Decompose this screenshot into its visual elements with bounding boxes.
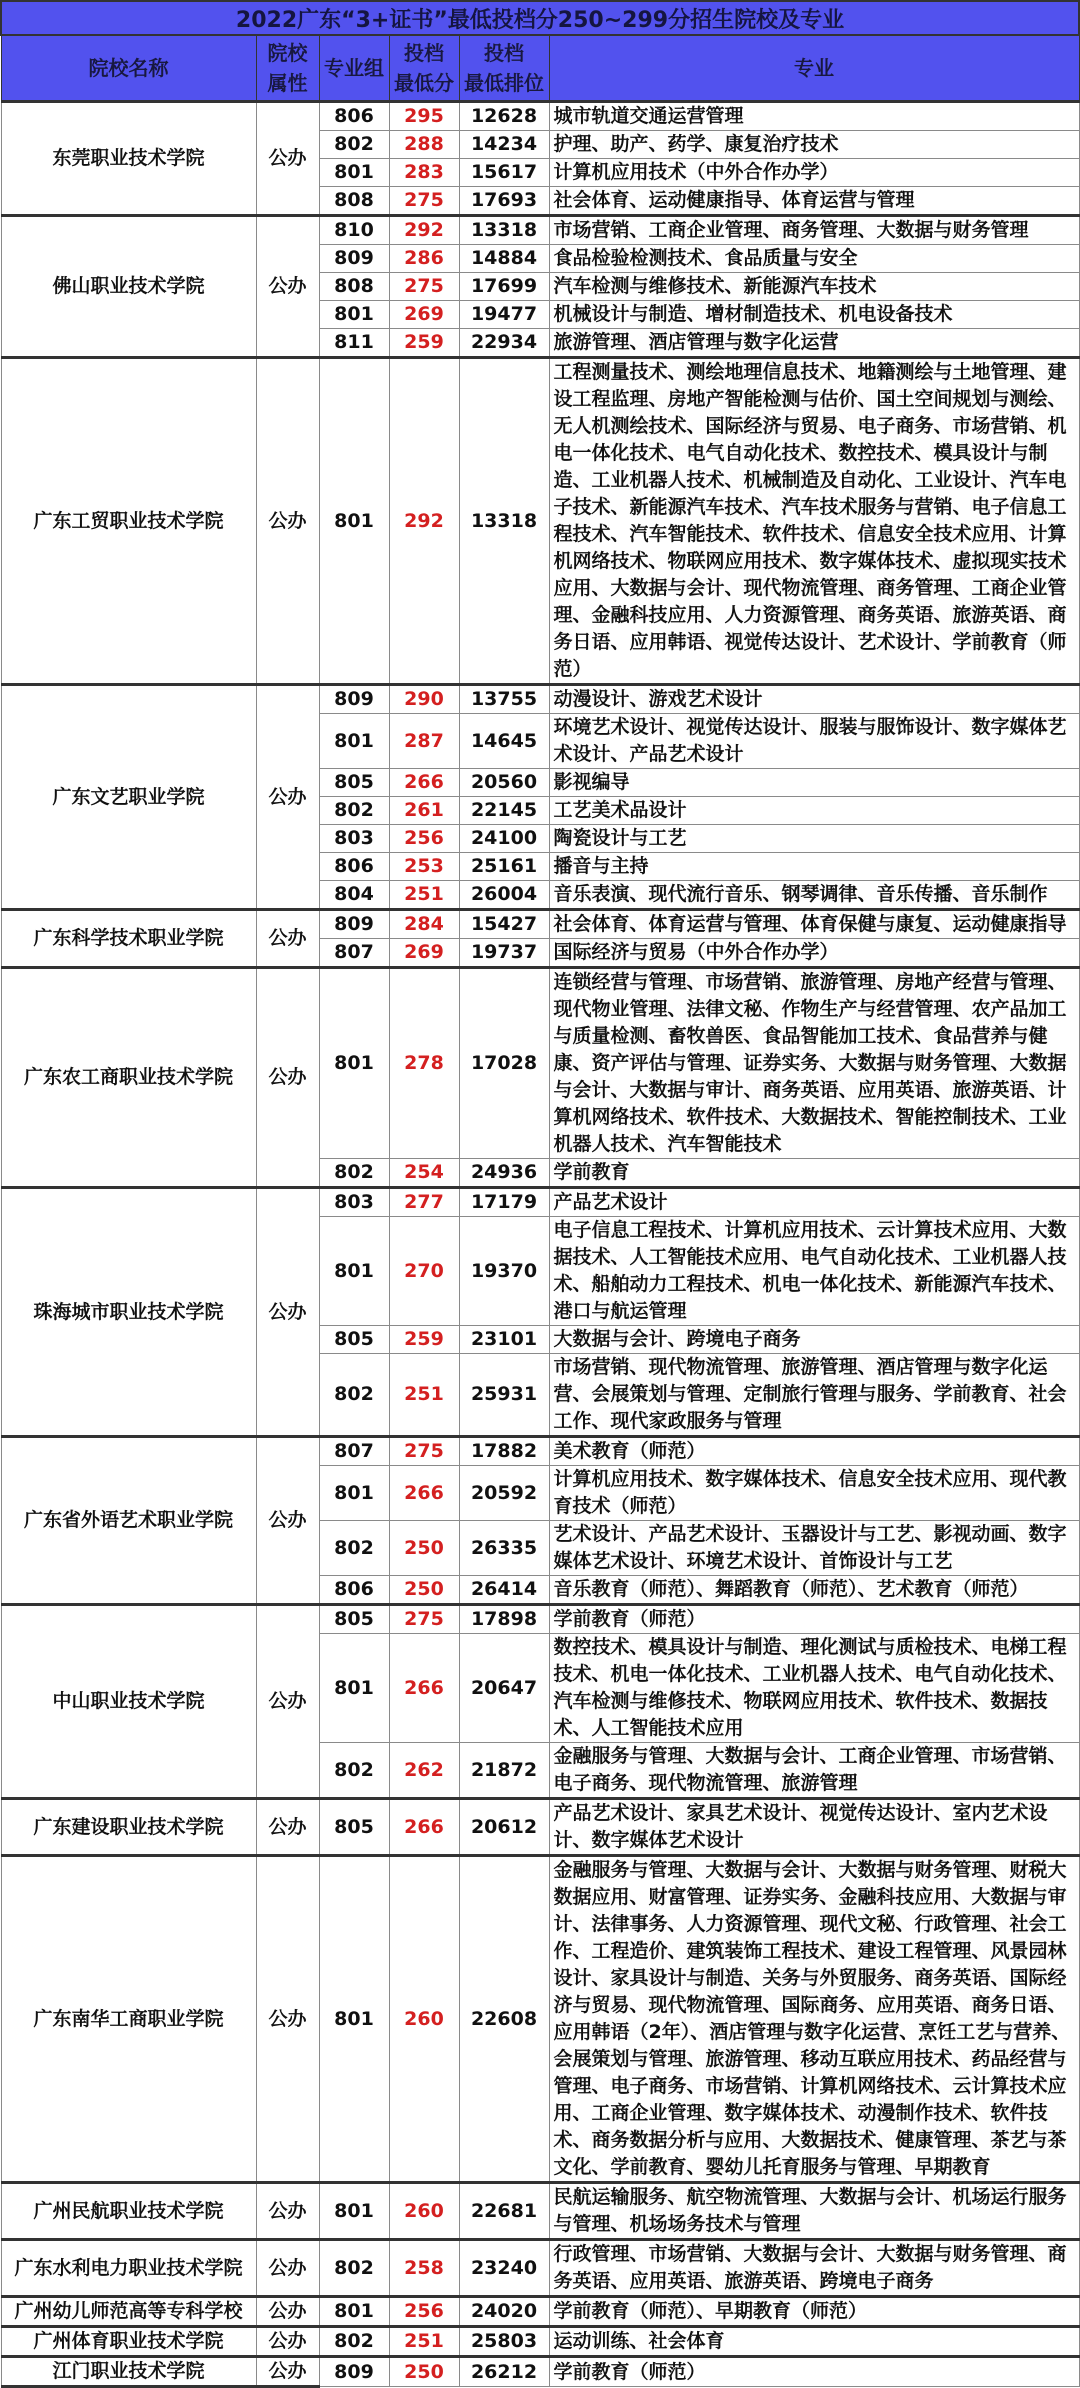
major-group: 801 [319,358,389,685]
table-row [1,102,1079,131]
majors-list: 学前教育（师范） [549,2357,1079,2387]
table-row [1,2297,1079,2327]
majors-list: 播音与主持 [549,853,1079,881]
min-score: 250 [389,1576,459,1605]
major-group: 803 [319,1188,389,1217]
header-school: 院校名称 [1,35,256,102]
min-rank: 13318 [459,216,549,245]
min-rank: 25161 [459,853,549,881]
min-score: 258 [389,2240,459,2297]
major-group: 801 [319,301,389,329]
header-type [256,35,319,102]
min-rank: 14884 [459,245,549,273]
majors-list: 社会体育、体育运营与管理、体育保健与康复、运动健康指导 [549,910,1079,939]
min-rank: 17898 [459,1605,549,1634]
major-group: 802 [319,1159,389,1188]
majors-list: 音乐教育（师范）、舞蹈教育（师范）、艺术教育（师范） [549,1576,1079,1605]
min-rank: 13755 [459,685,549,714]
min-score: 256 [389,2297,459,2327]
majors-list: 工程测量技术、测绘地理信息技术、地籍测绘与土地管理、建设工程监理、房地产智能检测与估价、国土空间规划与测绘、无人机测绘技术、国际经济与贸易、电子商务、市场营销、机电一体化技术、电气自动化技术、数控技术、模具设计与制造、工业机器人技术、机械制造及自动化、工业设计、汽车电子技术、新能源汽车技术、汽车技术服务与营销、电子信息工程技术、汽车智能技术、软件技术、信息安全技术应用、计算机网络技术、物联网应用技术、数字媒体技术、虚拟现实技术应用、大数据与会计、现代物流管理、商务管理、工商企业管理、金融科技应用、人力资源管理、商务英语、旅游英语、商务日语、应用韩语、视觉传达设计、艺术设计、学前教育（师范） [549,358,1079,685]
school-name: 广东建设职业技术学院 [1,1799,256,1856]
header-score-line1: 投档 [404,41,444,65]
table-row [1,2240,1079,2297]
min-rank: 19477 [459,301,549,329]
school-name: 广东农工商职业技术学院 [1,968,256,1188]
min-score: 286 [389,245,459,273]
min-rank: 20647 [459,1634,549,1743]
school-name: 东莞职业技术学院 [1,102,256,216]
header-score [389,35,459,102]
min-rank: 20612 [459,1799,549,1856]
majors-list: 陶瓷设计与工艺 [549,825,1079,853]
school-type: 公办 [256,685,319,910]
major-group: 801 [319,1466,389,1521]
majors-list: 护理、助产、药学、康复治疗技术 [549,131,1079,159]
school-type: 公办 [256,1605,319,1799]
min-rank: 22608 [459,1856,549,2183]
min-rank: 15427 [459,910,549,939]
min-score: 269 [389,939,459,968]
school-name: 佛山职业技术学院 [1,216,256,358]
min-score: 287 [389,714,459,769]
min-score: 259 [389,1326,459,1354]
min-score: 260 [389,1856,459,2183]
table-row [1,1799,1079,1856]
min-rank: 12628 [459,102,549,131]
school-type: 公办 [256,2327,319,2357]
major-group: 806 [319,102,389,131]
header-rank [459,35,549,102]
major-group: 803 [319,825,389,853]
major-group: 802 [319,2240,389,2297]
min-rank: 25931 [459,1354,549,1437]
major-group: 805 [319,769,389,797]
major-group: 802 [319,1521,389,1576]
school-name: 江门职业技术学院 [1,2357,256,2387]
majors-list: 食品检验检测技术、食品质量与安全 [549,245,1079,273]
min-score: 261 [389,797,459,825]
major-group: 806 [319,1576,389,1605]
min-rank: 26004 [459,881,549,910]
min-score: 277 [389,1188,459,1217]
min-rank: 20592 [459,1466,549,1521]
header-rank-line1: 投档 [484,41,524,65]
majors-list: 数控技术、模具设计与制造、理化测试与质检技术、电梯工程技术、机电一体化技术、工业机器人技术、电气自动化技术、汽车检测与维修技术、物联网应用技术、软件技术、数据技术、人工智能技术应用 [549,1634,1079,1743]
table-row [1,1188,1079,1217]
table-row [1,1856,1079,2183]
school-name: 广州民航职业技术学院 [1,2183,256,2240]
min-score: 253 [389,853,459,881]
min-score: 290 [389,685,459,714]
min-rank: 25803 [459,2327,549,2357]
min-score: 292 [389,216,459,245]
majors-list: 市场营销、工商企业管理、商务管理、大数据与财务管理 [549,216,1079,245]
min-score: 270 [389,1217,459,1326]
majors-list: 市场营销、现代物流管理、旅游管理、酒店管理与数字化运营、会展策划与管理、定制旅行管理与服务、学前教育、社会工作、现代家政服务与管理 [549,1354,1079,1437]
majors-list: 计算机应用技术、数字媒体技术、信息安全技术应用、现代教育技术（师范） [549,1466,1079,1521]
school-name: 广东水利电力职业技术学院 [1,2240,256,2297]
majors-list: 金融服务与管理、大数据与会计、大数据与财务管理、财税大数据应用、财富管理、证券实务、金融科技应用、大数据与审计、法律事务、人力资源管理、现代文秘、行政管理、社会工作、工程造价、建筑装饰工程技术、建设工程管理、风景园林设计、家具设计与制造、关务与外贸服务、商务英语、国际经济与贸易、现代物流管理、国际商务、应用英语、商务日语、应用韩语（2年）、酒店管理与数字化运营、烹饪工艺与营养、会展策划与管理、旅游管理、移动互联应用技术、药品经营与管理、电子商务、市场营销、计算机网络技术、云计算技术应用、工商企业管理、数字媒体技术、动漫制作技术、软件技术、商务数据分析与应用、大数据技术、健康管理、茶艺与茶文化、学前教育、婴幼儿托育服务与管理、早期教育 [549,1856,1079,2183]
min-rank: 17028 [459,968,549,1159]
min-rank: 17699 [459,273,549,301]
major-group: 809 [319,685,389,714]
major-group: 805 [319,1326,389,1354]
school-type: 公办 [256,968,319,1188]
min-score: 284 [389,910,459,939]
majors-list: 工艺美术品设计 [549,797,1079,825]
major-group: 806 [319,853,389,881]
min-rank: 19370 [459,1217,549,1326]
header-score-line2: 最低分 [394,71,454,95]
table-title: 2022广东“3+证书”最低投档分250~299分招生院校及专业 [1,1,1079,35]
majors-list: 城市轨道交通运营管理 [549,102,1079,131]
min-rank: 21872 [459,1743,549,1799]
school-type: 公办 [256,2183,319,2240]
school-name: 珠海城市职业技术学院 [1,1188,256,1437]
min-rank: 22681 [459,2183,549,2240]
min-score: 295 [389,102,459,131]
majors-list: 动漫设计、游戏艺术设计 [549,685,1079,714]
major-group: 802 [319,2327,389,2357]
table-row [1,1605,1079,1634]
min-score: 292 [389,358,459,685]
min-score: 250 [389,1521,459,1576]
majors-list: 行政管理、市场营销、大数据与会计、大数据与财务管理、商务英语、应用英语、旅游英语、跨境电子商务 [549,2240,1079,2297]
school-type: 公办 [256,1437,319,1605]
min-rank: 26335 [459,1521,549,1576]
majors-list: 计算机应用技术（中外合作办学） [549,159,1079,187]
min-rank: 15617 [459,159,549,187]
major-group: 805 [319,1605,389,1634]
school-name: 广州幼儿师范高等专科学校 [1,2297,256,2327]
table-row [1,2327,1079,2357]
min-rank: 22145 [459,797,549,825]
min-score: 250 [389,2357,459,2387]
major-group: 810 [319,216,389,245]
majors-list: 社会体育、运动健康指导、体育运营与管理 [549,187,1079,216]
table-row [1,968,1079,1159]
school-name: 广东科学技术职业学院 [1,910,256,968]
majors-list: 影视编导 [549,769,1079,797]
major-group: 802 [319,131,389,159]
min-rank: 24936 [459,1159,549,1188]
major-group: 808 [319,273,389,301]
min-score: 259 [389,329,459,358]
min-score: 251 [389,2327,459,2357]
min-score: 254 [389,1159,459,1188]
major-group: 801 [319,2297,389,2327]
majors-list: 环境艺术设计、视觉传达设计、服装与服饰设计、数字媒体艺术设计、产品艺术设计 [549,714,1079,769]
table-body [1,102,1079,2387]
min-score: 262 [389,1743,459,1799]
min-score: 251 [389,1354,459,1437]
school-name: 广州体育职业技术学院 [1,2327,256,2357]
min-score: 275 [389,273,459,301]
major-group: 801 [319,1634,389,1743]
school-type: 公办 [256,910,319,968]
major-group: 801 [319,714,389,769]
min-score: 266 [389,1799,459,1856]
major-group: 801 [319,2183,389,2240]
majors-list: 美术教育（师范） [549,1437,1079,1466]
header-type-line1: 院校 [267,41,308,65]
majors-list: 旅游管理、酒店管理与数字化运营 [549,329,1079,358]
table-row [1,685,1079,714]
major-group: 808 [319,187,389,216]
min-rank: 14234 [459,131,549,159]
school-type: 公办 [256,1799,319,1856]
major-group: 807 [319,1437,389,1466]
school-type: 公办 [256,2240,319,2297]
min-rank: 24020 [459,2297,549,2327]
school-name: 广东文艺职业学院 [1,685,256,910]
majors-list: 电子信息工程技术、计算机应用技术、云计算技术应用、大数据技术、人工智能技术应用、电气自动化技术、工业机器人技术、船舶动力工程技术、机电一体化技术、新能源汽车技术、港口与航运管理 [549,1217,1079,1326]
header-rank-line2: 最低排位 [464,71,544,95]
min-score: 256 [389,825,459,853]
major-group: 801 [319,1856,389,2183]
min-rank: 23101 [459,1326,549,1354]
major-group: 802 [319,797,389,825]
majors-list: 学前教育 [549,1159,1079,1188]
min-rank: 22934 [459,329,549,358]
table-row [1,2357,1079,2387]
min-rank: 23240 [459,2240,549,2297]
major-group: 809 [319,2357,389,2387]
majors-list: 连锁经营与管理、市场营销、旅游管理、房地产经营与管理、现代物业管理、法律文秘、作物生产与经营管理、农产品加工与质量检测、畜牧兽医、食品智能加工技术、食品营养与健康、资产评估与管理、证券实务、大数据与财务管理、大数据与会计、大数据与审计、商务英语、应用英语、旅游英语、计算机网络技术、软件技术、大数据技术、智能控制技术、工业机器人技术、汽车智能技术 [549,968,1079,1159]
min-score: 288 [389,131,459,159]
school-type: 公办 [256,1856,319,2183]
major-group: 809 [319,910,389,939]
table-row [1,358,1079,685]
majors-list: 金融服务与管理、大数据与会计、工商企业管理、市场营销、电子商务、现代物流管理、旅游管理 [549,1743,1079,1799]
min-score: 275 [389,187,459,216]
school-type: 公办 [256,358,319,685]
table-row [1,2183,1079,2240]
school-type: 公办 [256,1188,319,1437]
min-score: 266 [389,1466,459,1521]
major-group: 807 [319,939,389,968]
major-group: 811 [319,329,389,358]
school-type: 公办 [256,216,319,358]
min-rank: 13318 [459,358,549,685]
header-group: 专业组 [319,35,389,102]
majors-list: 国际经济与贸易（中外合作办学） [549,939,1079,968]
major-group: 801 [319,968,389,1159]
school-type: 公办 [256,2357,319,2387]
school-type: 公办 [256,102,319,216]
table-row [1,1437,1079,1466]
majors-list: 产品艺术设计 [549,1188,1079,1217]
major-group: 801 [319,159,389,187]
min-rank: 19737 [459,939,549,968]
major-group: 804 [319,881,389,910]
min-score: 283 [389,159,459,187]
school-name: 广东工贸职业技术学院 [1,358,256,685]
majors-list: 机械设计与制造、增材制造技术、机电设备技术 [549,301,1079,329]
min-rank: 17179 [459,1188,549,1217]
min-rank: 17693 [459,187,549,216]
min-score: 260 [389,2183,459,2240]
school-name: 中山职业技术学院 [1,1605,256,1799]
min-score: 266 [389,1634,459,1743]
majors-list: 大数据与会计、跨境电子商务 [549,1326,1079,1354]
majors-list: 民航运输服务、航空物流管理、大数据与会计、机场运行服务与管理、机场场务技术与管理 [549,2183,1079,2240]
major-group: 801 [319,1217,389,1326]
header-majors: 专业 [549,35,1079,102]
majors-list: 音乐表演、现代流行音乐、钢琴调律、音乐传播、音乐制作 [549,881,1079,910]
min-score: 278 [389,968,459,1159]
major-group: 802 [319,1354,389,1437]
min-rank: 24100 [459,825,549,853]
header-type-line2: 属性 [267,71,308,95]
school-name: 广东南华工商职业学院 [1,1856,256,2183]
min-rank: 17882 [459,1437,549,1466]
min-rank: 26212 [459,2357,549,2387]
min-score: 269 [389,301,459,329]
table-row [1,910,1079,939]
min-score: 275 [389,1605,459,1634]
min-rank: 20560 [459,769,549,797]
major-group: 809 [319,245,389,273]
min-rank: 26414 [459,1576,549,1605]
school-name: 广东省外语艺术职业学院 [1,1437,256,1605]
majors-list: 艺术设计、产品艺术设计、玉器设计与工艺、影视动画、数字媒体艺术设计、环境艺术设计、首饰设计与工艺 [549,1521,1079,1576]
majors-list: 产品艺术设计、家具艺术设计、视觉传达设计、室内艺术设计、数字媒体艺术设计 [549,1799,1079,1856]
majors-list: 汽车检测与维修技术、新能源汽车技术 [549,273,1079,301]
majors-list: 学前教育（师范）、早期教育（师范） [549,2297,1079,2327]
min-score: 275 [389,1437,459,1466]
majors-list: 学前教育（师范） [549,1605,1079,1634]
min-score: 266 [389,769,459,797]
school-type: 公办 [256,2297,319,2327]
min-rank: 14645 [459,714,549,769]
min-score: 251 [389,881,459,910]
majors-list: 运动训练、社会体育 [549,2327,1079,2357]
major-group: 802 [319,1743,389,1799]
major-group: 805 [319,1799,389,1856]
table-row [1,216,1079,245]
